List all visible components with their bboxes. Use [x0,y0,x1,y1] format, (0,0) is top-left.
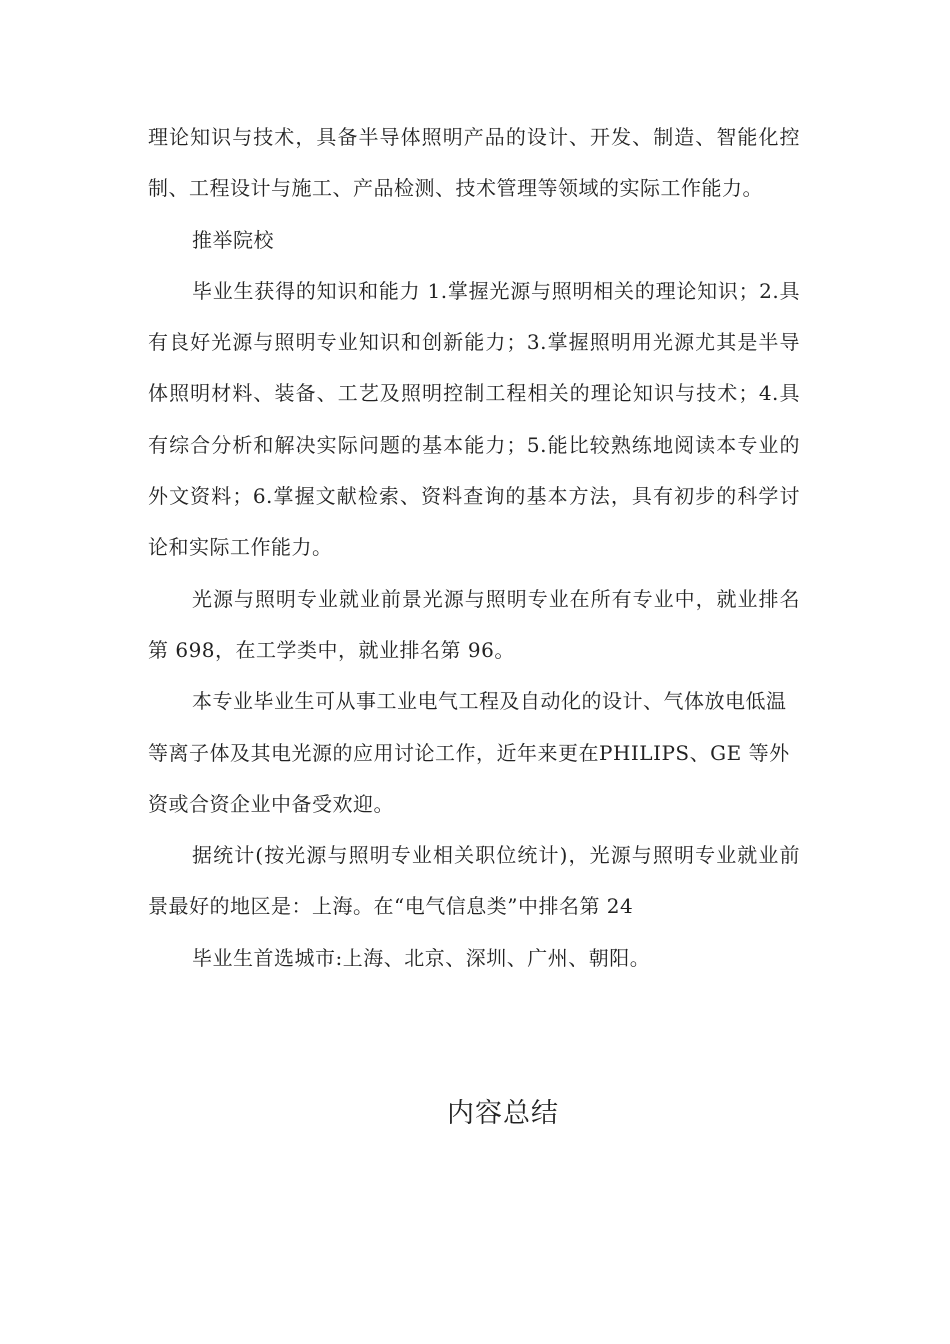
paragraph-continuation: 理论知识与技术，具备半导体照明产品的设计、开发、制造、智能化控制、工程设计与施工、产品检测、技术管理等领域的实际工作能力。 [148,125,800,201]
paragraph-recommended-schools: 推举院校 [192,227,274,252]
section-title: 内容总结 [447,1098,559,1129]
paragraph-knowledge-abilities: 毕业生获得的知识和能力 1.掌握光源与照明相关的理论知识；2.具有良好光源与照明专业知识和创新能力；3.掌握照明用光源尤其是半导体照明材料、装备、工艺及照明控制工程相关的理论知识与技术；4.具有综合分析和解决实际问题的基本能力；5.能比较熟练地阅读本专业的外文资料；6.掌握文献检索、资料查询的基本方法，具有初步的科学讨论和实际工作能力。 [148,278,800,560]
paragraph-career-options: 本专业毕业生可从事工业电气工程及自动化的设计、气体放电低温等离子体及其电光源的应用讨论工作，近年来更在PHILIPS、GE 等外资或合资企业中备受欢迎。 [148,689,790,816]
paragraph-preferred-cities: 毕业生首选城市:上海、北京、深圳、广州、朝阳。 [192,945,651,970]
paragraph-statistics: 据统计(按光源与照明专业相关职位统计)，光源与照明专业就业前景最好的地区是：上海。在“电气信息类”中排名第 24 [148,843,800,919]
paragraph-employment-ranking: 光源与照明专业就业前景光源与照明专业在所有专业中，就业排名第 698，在工学类中，就业排名第 96。 [148,586,800,662]
document-body [148,112,800,984]
